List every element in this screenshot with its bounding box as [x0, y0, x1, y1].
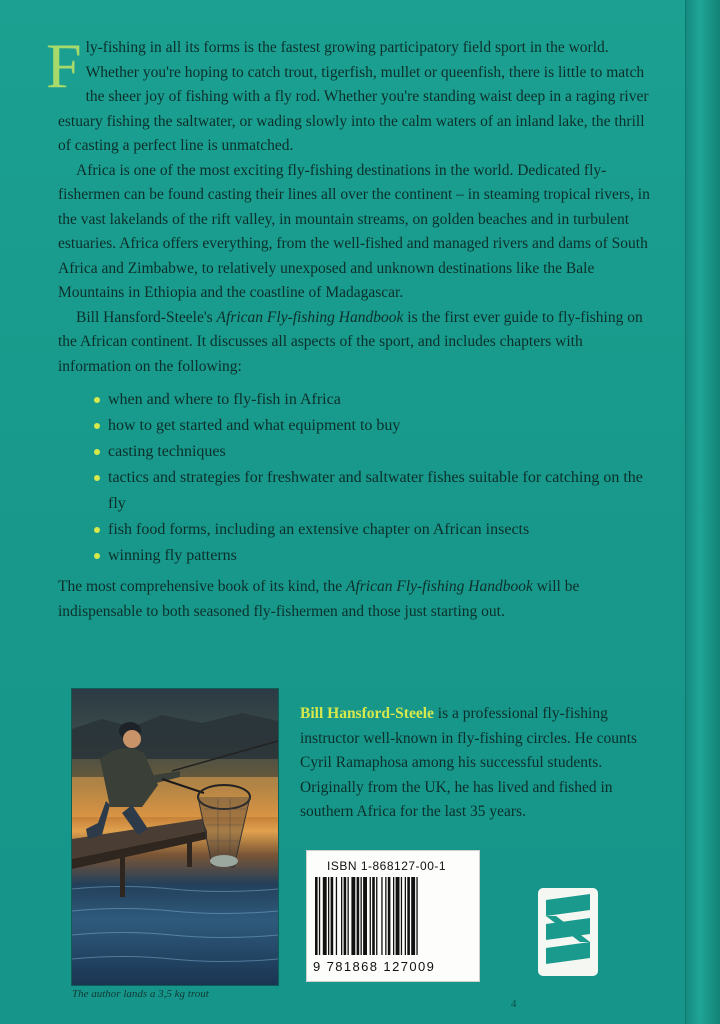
list-item [94, 387, 658, 413]
bullet-dot-icon [94, 527, 100, 533]
spine-edge [685, 0, 720, 1024]
list-item-text: tactics and strategies for freshwater and saltwater fishes suitable for catching on the fly [108, 469, 643, 512]
bullet-dot-icon [94, 475, 100, 481]
closing-paragraph [58, 575, 658, 624]
isbn-label: ISBN 1-868127-00-1 [327, 859, 447, 873]
list-item-text: when and where to fly-fish in Africa [108, 391, 341, 408]
bullet-dot-icon [94, 449, 100, 455]
chapter-list [94, 387, 658, 569]
photo-caption: The author lands a 3,5 kg trout [72, 988, 209, 1000]
paragraph-3-text-b: is the first ever guide to fly-fishing on the African continent. It discusses all aspects of the sport, and includes chapters with information on the following: [58, 308, 643, 375]
list-item-text: how to get started and what equipment to buy [108, 417, 401, 434]
author-photo [71, 688, 279, 986]
paragraph-3-text-a: Bill Hansford-Steele's [76, 308, 217, 326]
book-title-italic: African Fly-fishing Handbook [216, 308, 404, 326]
closing-text-b: will be indispensable to both seasoned fly-fishermen and those just starting out. [58, 578, 580, 620]
list-item [94, 465, 658, 517]
blurb-text [46, 30, 658, 624]
list-item-text: winning fly patterns [108, 547, 237, 564]
drop-cap: F [46, 30, 82, 101]
page-mark: 4 [511, 998, 517, 1010]
list-item [94, 543, 658, 569]
isbn-barcode [306, 850, 480, 982]
publisher-logo-icon [538, 888, 598, 976]
bullet-dot-icon [94, 423, 100, 429]
paragraph-2: Africa is one of the most exciting fly-fishing destinations in the world. Dedicated fly-fishermen can be found casting their lines all over the continent – in steaming tropical rivers, in the vast lakelands of the rift valley, in mountain streams, on golden beaches and in turbulent estuaries. Africa offers everything, from the well-fished and managed rivers and dams of South Africa and Zimbabwe, to relatively unexposed and unknown destinations like the Bale Mountains in Ethiopia and the coastline of Madagascar. [58, 161, 650, 301]
list-item [94, 413, 658, 439]
list-item-text: casting techniques [108, 443, 226, 460]
bullet-dot-icon [94, 397, 100, 403]
list-item-text: fish food forms, including an extensive chapter on African insects [108, 521, 530, 538]
paragraph-3 [58, 306, 658, 380]
barcode-bars-icon [313, 877, 473, 957]
list-item [94, 439, 658, 465]
list-item [94, 517, 658, 543]
closing-text-a: The most comprehensive book of its kind, the [58, 578, 346, 595]
author-name: Bill Hansford-Steele [300, 705, 434, 722]
bullet-dot-icon [94, 553, 100, 559]
paragraph-1 [46, 30, 658, 159]
author-bio [300, 702, 640, 825]
author-fishing-illustration [72, 689, 278, 985]
closing-book-title: African Fly-fishing Handbook [346, 578, 533, 595]
paragraph-1-text: ly-fishing in all its forms is the fastest growing participatory field sport in the world. Whether you're hoping to catch trout, tigerfish, mullet or queenfish, there is little to match the sheer joy of fishing with a fly rod. Whether you're standing waist deep in a raging river estuary fishing the saltwater, or wading slowly into the calm waters of an inland lake, the thrill of casting a perfect line is unmatched. [58, 39, 649, 154]
author-bio-text: is a professional fly-fishing instructor well-known in fly-fishing circles. He counts Cyril Ramaphosa among his successful students. Originally from the UK, he has lived and fished in southern Africa for the last 35 years. [300, 705, 638, 820]
ean-number: 9 781868 127009 [313, 959, 436, 974]
